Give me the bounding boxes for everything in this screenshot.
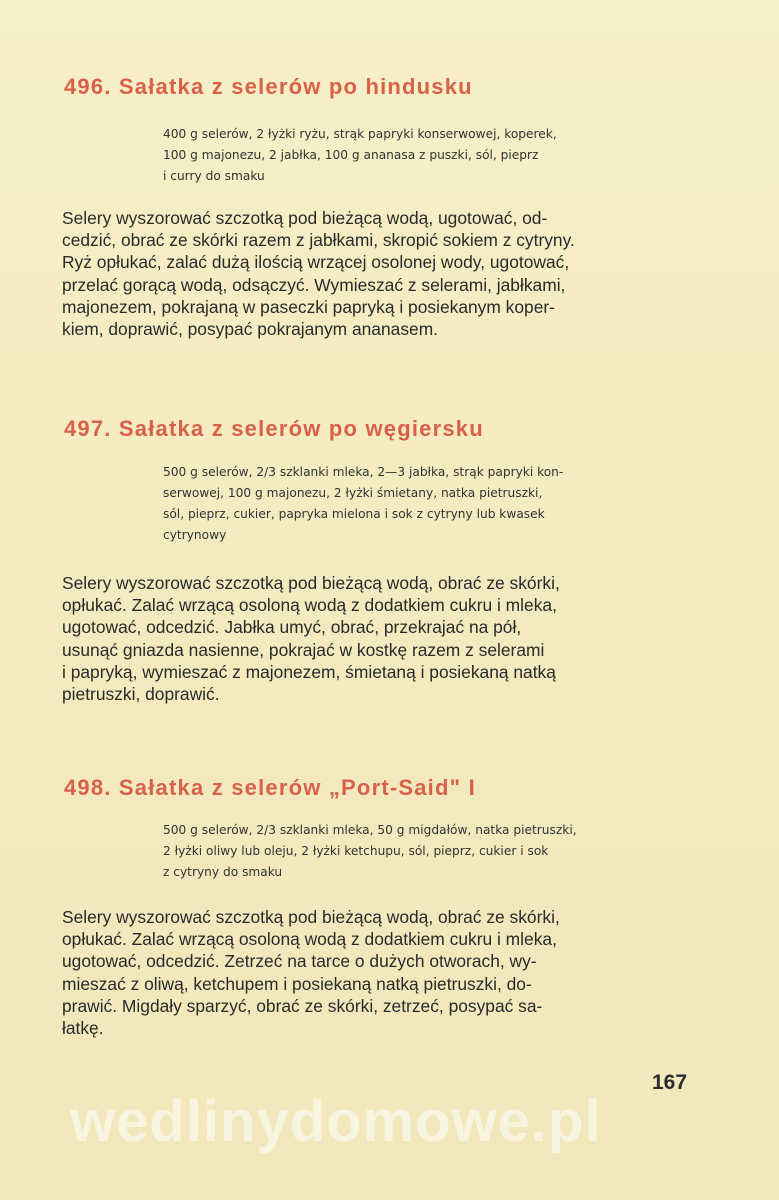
ingredient-line: sól, pieprz, cukier, papryka mielona i sok z cytryny lub kwasek xyxy=(163,507,545,521)
instruction-line: ugotować, odcedzić. Zetrzeć na tarce o dużych otworach, wy- xyxy=(62,951,537,972)
instruction-line: prawić. Migdały sparzyć, obrać ze skórki, zetrzeć, posypać sa- xyxy=(62,995,543,1016)
ingredient-line: 400 g selerów, 2 łyżki ryżu, strąk papryki konserwowej, koperek, xyxy=(163,127,557,141)
ingredient-line: z cytryny do smaku xyxy=(163,865,283,879)
instruction-line: Selery wyszorować szczotką pod bieżącą wodą, ugotować, od- xyxy=(62,208,548,228)
ingredient-line: 100 g majonezu, 2 jabłka, 100 g ananasa z puszki, sól, pieprz xyxy=(163,148,539,162)
instructions-498 xyxy=(62,906,692,1039)
recipe-title-498: 498. Sałatka z selerów „Port-Said" I xyxy=(64,775,476,800)
ingredients-497 xyxy=(163,462,698,546)
ingredient-line: 500 g selerów, 2/3 szklanki mleka, 50 g migdałów, natka pietruszki, xyxy=(163,823,577,837)
ingredient-line: 2 łyżki oliwy lub oleju, 2 łyżki ketchupu, sól, pieprz, cukier i sok xyxy=(163,844,549,858)
instruction-line: usunąć gniazda nasienne, pokrajać w kostkę razem z selerami xyxy=(62,639,545,660)
instruction-line: ugotować, odcedzić. Jabłka umyć, obrać, przekrajać na pół, xyxy=(62,617,522,638)
instruction-line: opłukać. Zalać wrzącą osoloną wodą z dodatkiem cukru i mleka, xyxy=(62,929,557,950)
ingredient-line: serwowej, 100 g majonezu, 2 łyżki śmietany, natka pietruszki, xyxy=(163,486,543,500)
instructions-497 xyxy=(62,572,692,705)
recipe-title-496: 496. Sałatka z selerów po hindusku xyxy=(64,74,473,99)
recipe-title-497: 497. Sałatka z selerów po węgiersku xyxy=(64,416,484,441)
instruction-line: Ryż opłukać, zalać dużą ilością wrzącej osolonej wody, ugotować, xyxy=(62,252,570,273)
instruction-line: kiem, doprawić, posypać pokrajanym ananasem. xyxy=(62,319,439,340)
instruction-line: pietruszki, doprawić. xyxy=(62,684,220,705)
instruction-line: Selery wyszorować szczotką pod bieżącą wodą, obrać ze skórki, xyxy=(62,907,560,927)
instruction-line: cedzić, obrać ze skórki razem z jabłkami, skropić sokiem z cytryny. xyxy=(62,230,575,251)
instruction-line: łatkę. xyxy=(62,1018,104,1039)
ingredient-line: 500 g selerów, 2/3 szklanki mleka, 2—3 jabłka, strąk papryki kon- xyxy=(163,465,564,479)
ingredients-498 xyxy=(163,820,698,883)
instruction-line: Selery wyszorować szczotką pod bieżącą wodą, obrać ze skórki, xyxy=(62,573,560,593)
instruction-line: opłukać. Zalać wrzącą osoloną wodą z dodatkiem cukru i mleka, xyxy=(62,595,557,616)
instruction-line: przelać gorącą wodą, odsączyć. Wymieszać z selerami, jabłkami, xyxy=(62,274,566,295)
page-number: 167 xyxy=(652,1071,688,1094)
ingredient-line: i curry do smaku xyxy=(163,169,265,183)
ingredients-496 xyxy=(163,124,698,187)
instructions-496 xyxy=(62,207,692,340)
watermark: wedlinydomowe.pl xyxy=(70,1089,602,1154)
instruction-line: i papryką, wymieszać z majonezem, śmietaną i posiekaną natką xyxy=(62,661,556,682)
instruction-line: mieszać z oliwą, ketchupem i posiekaną natką pietruszki, do- xyxy=(62,973,532,994)
instruction-line: majonezem, pokrajaną w paseczki papryką i posiekanym koper- xyxy=(62,296,555,317)
ingredient-line: cytrynowy xyxy=(163,528,227,542)
